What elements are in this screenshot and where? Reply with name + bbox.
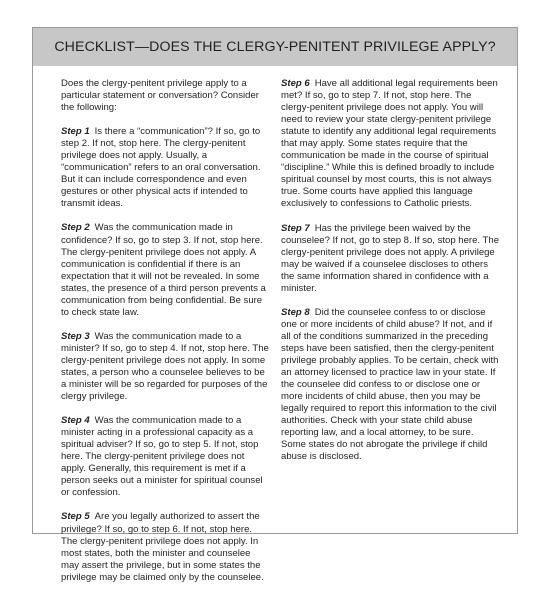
right-column: [281, 78, 499, 596]
step-2: [61, 222, 269, 318]
step-4: [61, 415, 269, 499]
step-6-text: Have all additional legal requirements been met? If so, go to step 7. If not, stop here. The clergy-penitent privilege does not apply. You will need to review your state clergy-penitent privilege statute to identify any additional legal requirements that may apply. Some states require that the communication be made in the course of spiritual “discipline.” While this is defined broadly to include spiritual counsel by most courts, this is not always true. Some courts have applied this language exclusively to confessions to Catholic priests.: [281, 78, 498, 210]
step-5: [61, 511, 269, 583]
step-8-text: Did the counselee confess to or disclose one or more incidents of child abuse? If not, and if all of the conditions summarized in the preceding steps have been satisfied, then the clergy-penitent privilege probably applies. To be certain, check with an attorney licensed to practice law in your state. If the counselee did confess to or disclose one or more incidents of child abuse, then you may be legally required to report this information to the civil authorities. Check with your state child abuse reporting law, and a local attorney, to be sure. Some states do not abrogate the privilege if child abuse is disclosed.: [281, 306, 499, 463]
checklist-title: CHECKLIST—DOES THE CLERGY-PENITENT PRIVILEGE APPLY?: [33, 28, 517, 66]
step-5-text: Are you legally authorized to assert the privilege? If so, go to step 6. If not, stop here. The clergy-penitent privilege does not apply. In most states, both the minister and counselee may assert the privilege, but in some states the privilege may be claimed only by the counselee.: [61, 511, 264, 583]
step-3-text: Was the communication made to a minister? If so, go to step 4. If not, stop here. The clergy-penitent privilege does not apply. In some states, a person who a counselee believes to be a minister will be so regarded for purposes of the clergy privilege.: [61, 330, 269, 403]
step-6: [281, 78, 499, 211]
step-3-label: Step 3: [61, 330, 90, 342]
step-8-label: Step 8: [281, 306, 310, 318]
checklist-box: [32, 27, 518, 583]
step-1: [61, 126, 269, 210]
step-4-text: Was the communication made to a minister acting in a professional capacity as a spiritual adviser? If so, go to step 5. If not, stop here. The clergy-penitent privilege does not apply. Generally, this requirement is met if a person seeks out a minister for spiritual counsel or confession.: [61, 415, 263, 499]
step-7: [281, 223, 499, 295]
step-6-label: Step 6: [281, 78, 310, 89]
left-column: [61, 78, 269, 596]
step-7-text: Has the privilege been waived by the counselee? If not, go to step 8. If so, stop here. The clergy-penitent privilege does not apply. A privilege may be waived if a counselee discloses to others the same information shared in confidence with a minister.: [281, 222, 499, 294]
checklist-body: [61, 78, 499, 596]
step-5-label: Step 5: [61, 511, 90, 523]
step-3: [61, 331, 269, 403]
step-8: [281, 307, 499, 464]
step-2-label: Step 2: [61, 222, 90, 234]
step-1-label: Step 1: [61, 126, 90, 138]
step-7-label: Step 7: [281, 222, 310, 234]
intro-paragraph: Does the clergy-penitent privilege apply to a particular statement or conversation? Consider the following:: [61, 78, 259, 114]
step-1-text: Is there a “communication”? If so, go to step 2. If not, stop here. The clergy-penitent privilege does not apply. Usually, a “communication” refers to an oral conversation. But it can include correspondence and even gestures or other physical acts if intended to transmit ideas.: [61, 126, 261, 210]
step-4-label: Step 4: [61, 415, 90, 427]
step-2-text: Was the communication made in confidence? If so, go to step 3. If not, stop here. The clergy-penitent privilege does not apply. A communication is confidential if there is an expectation that it will not be revealed. In some states, the presence of a third person prevents a communication from being confidential. Be sure to check state law.: [61, 222, 266, 318]
